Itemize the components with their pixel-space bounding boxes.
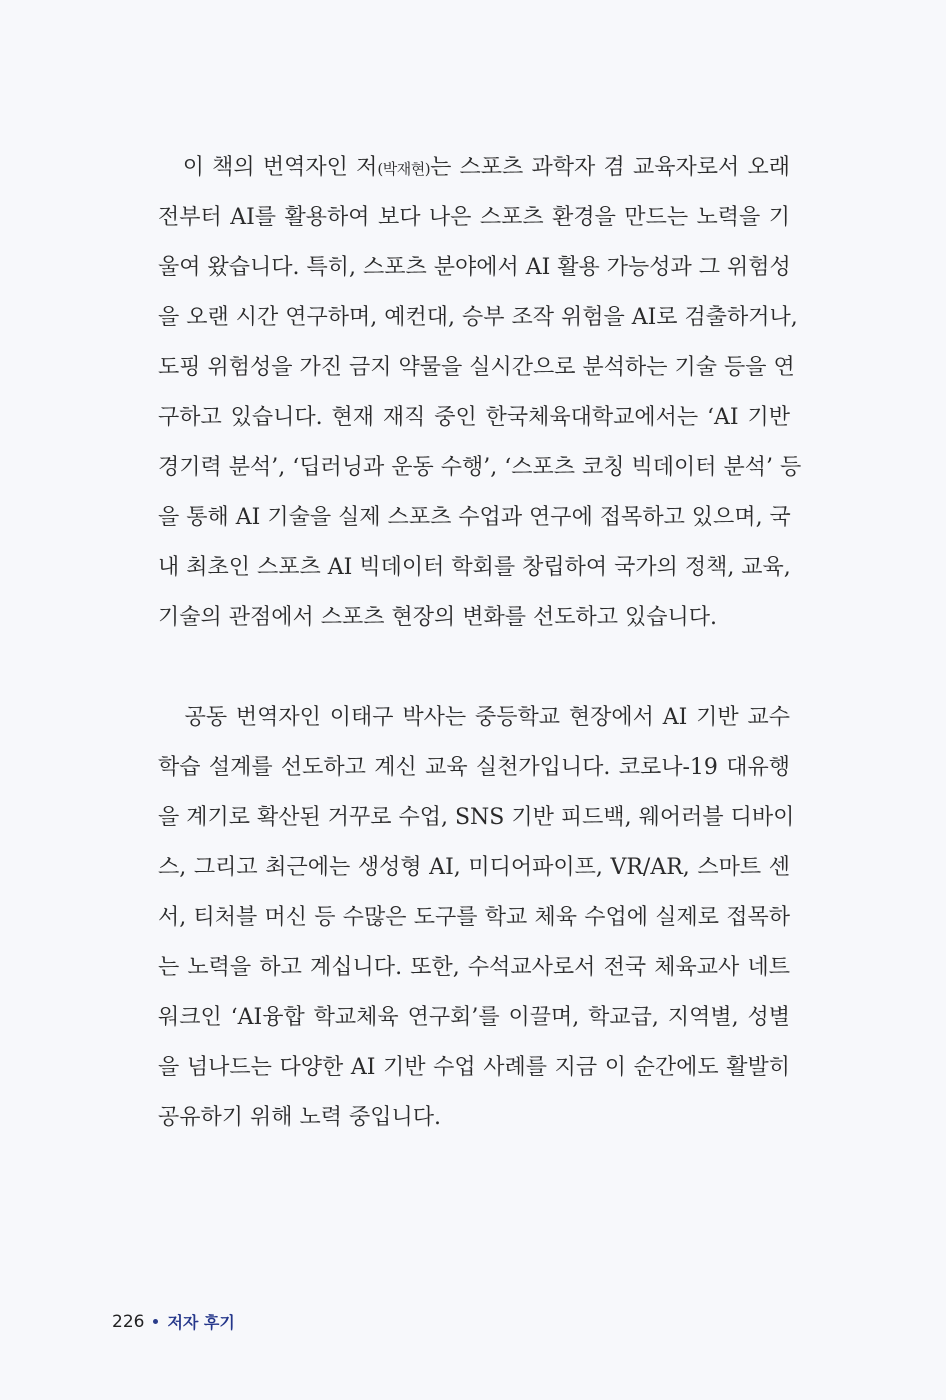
paragraph-translator-1 bbox=[158, 143, 802, 643]
paragraph-line: 을 통해 AI 기술을 실제 스포츠 수업과 연구에 접목하고 있으며, 국 bbox=[158, 505, 791, 530]
page-footer bbox=[112, 1310, 235, 1333]
section-title: 저자 후기 bbox=[167, 1313, 235, 1332]
paragraph-line: 스, 그리고 최근에는 생성형 AI, 미디어파이프, VR/AR, 스마트 센 bbox=[158, 855, 790, 880]
paragraph-line: 울여 왔습니다. 특히, 스포츠 분야에서 AI 활용 가능성과 그 위험성 bbox=[158, 255, 791, 280]
paragraph-line: 공동 번역자인 이태구 박사는 중등학교 현장에서 AI 기반 교수 bbox=[184, 705, 790, 730]
bullet-dot-icon bbox=[153, 1319, 158, 1324]
paragraph-line: 공유하기 위해 노력 중입니다. bbox=[158, 1105, 441, 1130]
page-number: 226 bbox=[112, 1311, 145, 1332]
paragraph-line: 전부터 AI를 활용하여 보다 나은 스포츠 환경을 만드는 노력을 기 bbox=[158, 205, 790, 230]
paragraph-line: 을 오랜 시간 연구하며, 예컨대, 승부 조작 위험을 AI로 검출하거나, bbox=[158, 305, 798, 330]
paragraph-line: 내 최초인 스포츠 AI 빅데이터 학회를 창립하여 국가의 정책, 교육, bbox=[158, 555, 791, 580]
paragraph-translator-2 bbox=[158, 693, 795, 1143]
paragraph-line: 을 넘나드는 다양한 AI 기반 수업 사례를 지금 이 순간에도 활발히 bbox=[158, 1055, 790, 1080]
paragraph-line: 구하고 있습니다. 현재 재직 중인 한국체육대학교에서는 ‘AI 기반 bbox=[158, 405, 790, 430]
paragraph-line: 경기력 분석’, ‘딥러닝과 운동 수행’, ‘스포츠 코칭 빅데이터 분석’ 등 bbox=[158, 455, 802, 480]
paragraph-line: 을 계기로 확산된 거꾸로 수업, SNS 기반 피드백, 웨어러블 디바이 bbox=[158, 805, 795, 830]
paragraph-line: 학습 설계를 선도하고 계신 교육 실천가입니다. 코로나-19 대유행 bbox=[158, 755, 790, 780]
paragraph-line: 서, 티처블 머신 등 수많은 도구를 학교 체육 수업에 실제로 접목하 bbox=[158, 905, 790, 930]
paragraph-line: 는 노력을 하고 계십니다. 또한, 수석교사로서 전국 체육교사 네트 bbox=[158, 955, 790, 980]
paragraph-line: 기술의 관점에서 스포츠 현장의 변화를 선도하고 있습니다. bbox=[158, 605, 718, 630]
paragraph-line: 도핑 위험성을 가진 금지 약물을 실시간으로 분석하는 기술 등을 연 bbox=[158, 355, 795, 380]
paragraph-line: 워크인 ‘AI융합 학교체육 연구회’를 이끌며, 학교급, 지역별, 성별 bbox=[158, 1005, 790, 1030]
paragraph-line: 이 책의 번역자인 저(박재현)는 스포츠 과학자 겸 교육자로서 오래 bbox=[182, 155, 790, 180]
